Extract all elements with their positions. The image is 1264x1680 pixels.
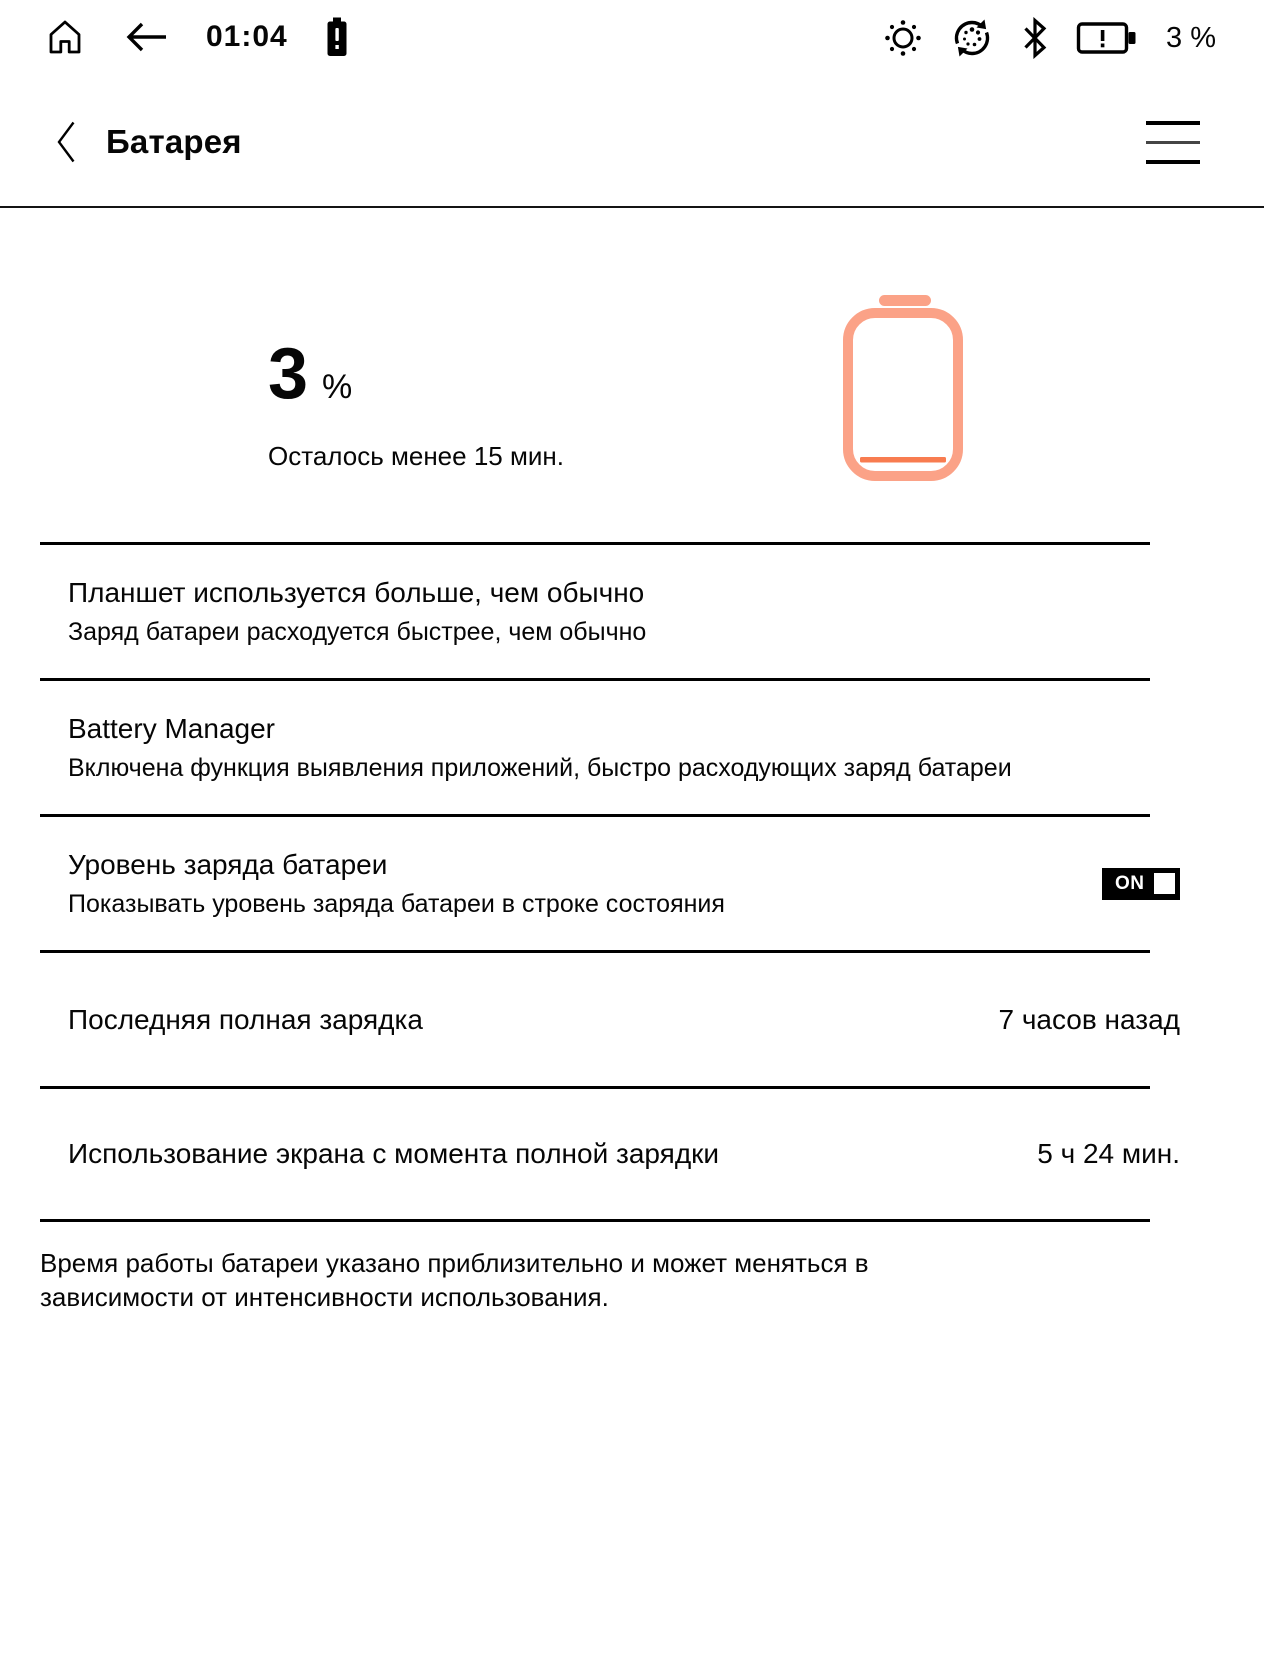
item-title: Уровень заряда батареи <box>68 848 388 880</box>
item-value: 7 часов назад <box>998 1003 1180 1035</box>
item-title: Использование экрана с момента полной зарядки <box>68 1138 720 1169</box>
battery-low-outline-icon <box>843 295 963 483</box>
home-icon[interactable] <box>44 16 86 58</box>
battery-level-toggle[interactable] <box>1102 868 1180 900</box>
toggle-knob <box>1154 873 1175 894</box>
status-battery-percent: 3 % <box>1166 21 1216 54</box>
bluetooth-icon[interactable] <box>1020 17 1050 59</box>
toggle-on-label: ON <box>1115 872 1145 894</box>
battery-percent-line <box>268 334 353 414</box>
chevron-left-icon[interactable] <box>52 118 80 166</box>
item-subtitle: Заряд батареи расходуется быстрее, чем обычно <box>68 617 647 646</box>
status-time: 01:04 <box>206 20 288 53</box>
settings-list <box>40 542 1180 1222</box>
brightness-icon[interactable] <box>882 17 924 59</box>
page-header <box>0 64 1264 208</box>
item-title: Планшет используется больше, чем обычно <box>68 576 645 608</box>
battery-low-icon <box>1076 18 1138 58</box>
list-item-battery-level <box>40 814 1150 950</box>
battery-percent-unit: % <box>322 368 353 406</box>
status-bar <box>0 0 1264 64</box>
list-item-last-full-charge <box>40 950 1180 1086</box>
battery-percent-value: 3 <box>268 334 309 414</box>
item-value: 5 ч 24 мин. <box>1037 1138 1180 1169</box>
status-bar-left <box>44 16 350 58</box>
status-bar-right <box>882 16 1216 60</box>
list-item-screen-usage <box>40 1086 1180 1222</box>
footer-note: Время работы батареи указано приблизительно и может меняться в зависимости от интенсивности использования. <box>40 1248 869 1312</box>
list-item-battery-manager[interactable] <box>40 678 1150 814</box>
page-title: Батарея <box>106 123 242 160</box>
list-item-usage-warning <box>40 542 1150 678</box>
battery-alert-icon <box>324 16 350 58</box>
item-subtitle: Показывать уровень заряда батареи в строке состояния <box>68 889 725 918</box>
back-arrow-icon[interactable] <box>122 17 170 57</box>
item-subtitle: Включена функция выявления приложений, быстро расходующих заряд батареи <box>68 753 1012 782</box>
refresh-mode-icon[interactable] <box>950 16 994 60</box>
item-title: Battery Manager <box>68 712 275 744</box>
battery-remaining-text: Осталось менее 15 мин. <box>268 441 564 471</box>
battery-summary <box>0 208 1264 542</box>
menu-icon[interactable] <box>1146 121 1200 164</box>
item-title: Последняя полная зарядка <box>68 1003 423 1035</box>
